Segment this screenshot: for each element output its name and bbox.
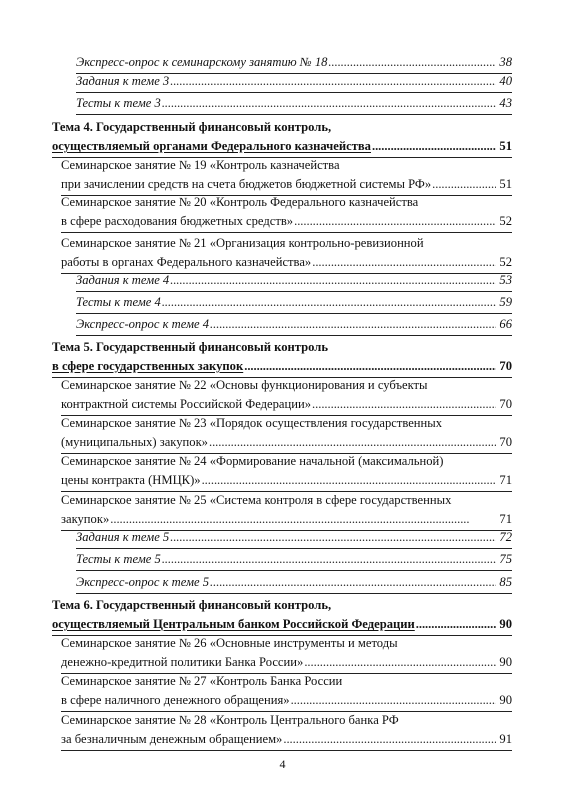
toc-entry-seminar[interactable] (61, 156, 512, 194)
toc-page-number: 52 (499, 214, 512, 228)
toc-page-number: 70 (499, 435, 512, 449)
toc-entry-title-line: денежно-кредитной политики Банка России» (61, 655, 304, 669)
toc-entry-seminar[interactable] (61, 452, 512, 490)
toc-entry-title-line: Семинарское занятие № 26 «Основные инструменты и методы (61, 636, 398, 650)
toc-entry-title-line: осуществляемый Центральным банком Российской Федерации (52, 617, 415, 631)
toc-entry-assignment[interactable] (76, 528, 512, 547)
toc-entry-title-line: Семинарское занятие № 21 «Организация контрольно-ревизионной (61, 236, 424, 250)
toc-entry-title-line: Экспресс-опрос к семинарскому занятию № 18 (76, 55, 328, 69)
dot-leader (312, 395, 496, 414)
toc-entry-title-line: Задания к теме 4 (76, 273, 170, 287)
toc-entry-seminar[interactable] (61, 414, 512, 452)
toc-page-number: 70 (499, 359, 512, 373)
toc-entry-seminar[interactable] (61, 491, 512, 529)
toc-entry-title-line: в сфере наличного денежного обращения» (61, 693, 290, 707)
dot-leader (162, 550, 496, 569)
toc-entry-seminar[interactable] (61, 634, 512, 672)
toc-entry-title-line: Экспресс-опрос к теме 4 (76, 317, 210, 331)
entry-separator (76, 114, 512, 115)
dot-leader (432, 175, 496, 194)
toc-entry-title-line: Тесты к теме 4 (76, 295, 161, 309)
toc-page-number: 75 (499, 552, 512, 566)
toc-entry-title-line: Задания к теме 5 (76, 530, 170, 544)
toc-entry-title-line: закупок» (61, 512, 110, 526)
entry-separator (76, 313, 512, 314)
toc-entry-title-line: Тесты к теме 3 (76, 96, 161, 110)
toc-entry-title-line: Семинарское занятие № 20 «Контроль Федерального казначейства (61, 195, 419, 209)
toc-entry-topic[interactable] (52, 338, 512, 376)
toc-page-number: 59 (499, 295, 512, 309)
toc-entry-assignment[interactable] (76, 72, 512, 91)
toc-entry-title-line: Тема 6. Государственный финансовый контроль, (52, 598, 332, 612)
dot-leader (170, 72, 496, 91)
toc-page-number: 51 (499, 139, 512, 153)
entry-separator (76, 291, 512, 292)
toc-page-number: 71 (499, 512, 512, 526)
toc-entry-seminar[interactable] (61, 193, 512, 231)
toc-entry-assignment[interactable] (76, 293, 512, 312)
toc-entry-assignment[interactable] (76, 550, 512, 569)
toc-entry-assignment[interactable] (76, 573, 512, 592)
entry-separator (61, 750, 512, 751)
dot-leader (202, 471, 496, 490)
dot-leader (312, 253, 496, 272)
dot-leader (210, 315, 496, 334)
toc-entry-title-line: Семинарское занятие № 19 «Контроль казначейства (61, 158, 340, 172)
toc-entry-title-line: при зачислении средств на счета бюджетов бюджетной системы РФ» (61, 177, 432, 191)
entry-separator (76, 335, 512, 336)
toc-entry-title-line: Семинарское занятие № 27 «Контроль Банка России (61, 674, 343, 688)
toc-entry-seminar[interactable] (61, 234, 512, 272)
toc-page-number: 71 (499, 473, 512, 487)
dot-leader (170, 271, 496, 290)
toc-entry-title-line: Семинарское занятие № 28 «Контроль Центрального банка РФ (61, 713, 399, 727)
toc-page-number: 51 (499, 177, 512, 191)
toc-page-number: 72 (499, 530, 512, 544)
toc-entry-title-line: Тема 5. Государственный финансовый контроль (52, 340, 328, 354)
toc-entry-assignment[interactable] (76, 53, 512, 72)
entry-separator (76, 570, 512, 571)
entry-separator (61, 232, 512, 233)
dot-leader (244, 357, 496, 376)
toc-entry-topic[interactable] (52, 118, 512, 156)
toc-entry-title-line: (муниципальных) закупок» (61, 435, 208, 449)
toc-page-number: 38 (499, 55, 512, 69)
dot-leader (291, 691, 496, 710)
toc-entry-title-line: осуществляемый органами Федерального казначейства (52, 139, 371, 153)
dot-leader (110, 510, 496, 529)
dot-leader (416, 615, 496, 634)
toc-page-number: 52 (499, 255, 512, 269)
entry-separator (76, 92, 512, 93)
dot-leader (162, 293, 496, 312)
toc-entry-title-line: Тема 4. Государственный финансовый контроль, (52, 120, 332, 134)
entry-separator (76, 593, 512, 594)
dot-leader (209, 433, 496, 452)
toc-page-number: 85 (499, 575, 512, 589)
toc-entry-assignment[interactable] (76, 94, 512, 113)
toc-entry-title-line: в сфере расходования бюджетных средств» (61, 214, 294, 228)
toc-entry-seminar[interactable] (61, 711, 512, 749)
dot-leader (294, 212, 496, 231)
dot-leader (162, 94, 496, 113)
toc-page-number: 91 (499, 732, 512, 746)
dot-leader (372, 137, 496, 156)
toc-page-number: 90 (499, 693, 512, 707)
toc-entry-title-line: Семинарское занятие № 25 «Система контроля в сфере государственных (61, 493, 452, 507)
toc-page-number: 66 (499, 317, 512, 331)
toc-entry-assignment[interactable] (76, 315, 512, 334)
toc-entry-title-line: за безналичным денежным обращением» (61, 732, 283, 746)
toc-page-number: 43 (499, 96, 512, 110)
toc-entry-title-line: Семинарское занятие № 22 «Основы функционирования и субъекты (61, 378, 428, 392)
toc-entry-title-line: Задания к теме 3 (76, 74, 170, 88)
toc-entry-assignment[interactable] (76, 271, 512, 290)
toc-entry-title-line: в сфере государственных закупок (52, 359, 244, 373)
toc-entry-title-line: Семинарское занятие № 24 «Формирование начальной (максимальной) (61, 454, 444, 468)
toc-page-number: 53 (499, 273, 512, 287)
toc-page-number: 40 (499, 74, 512, 88)
dot-leader (328, 53, 496, 72)
entry-separator (76, 548, 512, 549)
dot-leader (304, 653, 496, 672)
toc-page-number: 90 (499, 655, 512, 669)
toc-entry-seminar[interactable] (61, 376, 512, 414)
page-number: 4 (279, 757, 286, 771)
toc-page-number: 90 (499, 617, 512, 631)
toc-entry-seminar[interactable] (61, 672, 512, 710)
toc-entry-title-line: цены контракта (НМЦК)» (61, 473, 201, 487)
dot-leader (283, 730, 496, 749)
toc-entry-title-line: контрактной системы Российской Федерации» (61, 397, 312, 411)
toc-entry-topic[interactable] (52, 596, 512, 634)
dot-leader (170, 528, 496, 547)
toc-entry-title-line: Семинарское занятие № 23 «Порядок осуществления государственных (61, 416, 443, 430)
toc-page-number: 70 (499, 397, 512, 411)
toc-entry-title-line: Экспресс-опрос к теме 5 (76, 575, 210, 589)
dot-leader (210, 573, 496, 592)
toc-entry-title-line: работы в органах Федерального казначейства» (61, 255, 312, 269)
toc-entry-title-line: Тесты к теме 5 (76, 552, 161, 566)
